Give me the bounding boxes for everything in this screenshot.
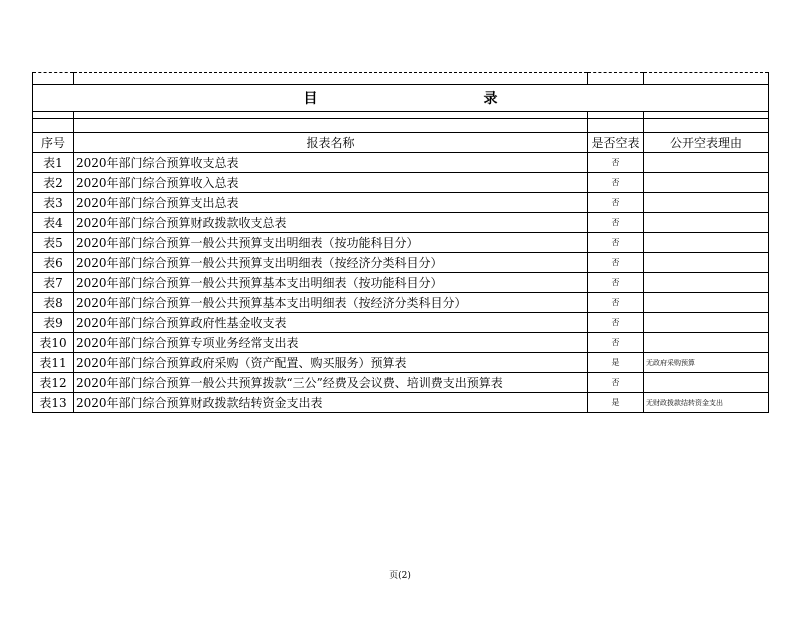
seq-cell: 表9 [33, 313, 74, 333]
report-name-cell: 2020年部门综合预算专项业务经常支出表 [74, 333, 588, 353]
seq-cell: 表3 [33, 193, 74, 213]
toc-table [32, 72, 769, 413]
table-row [33, 353, 769, 373]
table-row [33, 153, 769, 173]
seq-cell: 表2 [33, 173, 74, 193]
blank-cell [33, 73, 74, 85]
report-name-cell: 2020年部门综合预算一般公共预算支出明细表（按功能科目分） [74, 233, 588, 253]
blank-cell [588, 73, 644, 85]
reason-cell [644, 313, 769, 333]
page-title [33, 85, 769, 112]
table-row [33, 373, 769, 393]
header-name: 报表名称 [74, 133, 588, 153]
blank-cell [33, 119, 74, 133]
report-name-cell: 2020年部门综合预算政府采购（资产配置、购买服务）预算表 [74, 353, 588, 373]
report-name-cell: 2020年部门综合预算一般公共预算基本支出明细表（按功能科目分） [74, 273, 588, 293]
header-empty: 是否空表 [588, 133, 644, 153]
reason-cell [644, 193, 769, 213]
reason-cell [644, 173, 769, 193]
empty-flag-cell: 否 [588, 213, 644, 233]
report-name-cell: 2020年部门综合预算一般公共预算基本支出明细表（按经济分类科目分） [74, 293, 588, 313]
empty-flag-cell: 否 [588, 253, 644, 273]
empty-flag-cell: 否 [588, 273, 644, 293]
empty-flag-cell: 否 [588, 373, 644, 393]
report-name-cell: 2020年部门综合预算财政拨款收支总表 [74, 213, 588, 233]
blank-row [33, 119, 769, 133]
seq-cell: 表12 [33, 373, 74, 393]
empty-flag-cell: 否 [588, 153, 644, 173]
blank-row [33, 112, 769, 119]
table-row [33, 313, 769, 333]
empty-flag-cell: 是 [588, 393, 644, 413]
seq-cell: 表1 [33, 153, 74, 173]
seq-cell: 表8 [33, 293, 74, 313]
seq-cell: 表5 [33, 233, 74, 253]
seq-cell: 表13 [33, 393, 74, 413]
table-row [33, 393, 769, 413]
reason-cell [644, 273, 769, 293]
header-reason: 公开空表理由 [644, 133, 769, 153]
table-row [33, 193, 769, 213]
seq-cell: 表11 [33, 353, 74, 373]
report-name-cell: 2020年部门综合预算一般公共预算支出明细表（按经济分类科目分） [74, 253, 588, 273]
blank-cell [588, 112, 644, 119]
table-row [33, 253, 769, 273]
blank-cell [74, 119, 588, 133]
empty-flag-cell: 否 [588, 293, 644, 313]
blank-cell [74, 112, 588, 119]
reason-cell [644, 233, 769, 253]
title-row [33, 85, 769, 112]
title-left: 目 [303, 91, 318, 107]
report-name-cell: 2020年部门综合预算一般公共预算拨款“三公”经费及会议费、培训费支出预算表 [74, 373, 588, 393]
empty-flag-cell: 否 [588, 193, 644, 213]
header-seq: 序号 [33, 133, 74, 153]
page-number: 页(2) [389, 571, 411, 581]
reason-cell [644, 293, 769, 313]
table-row [33, 333, 769, 353]
reason-cell [644, 373, 769, 393]
seq-cell: 表4 [33, 213, 74, 233]
blank-cell [644, 73, 769, 85]
report-name-cell: 2020年部门综合预算收入总表 [74, 173, 588, 193]
table-row [33, 293, 769, 313]
title-right: 录 [483, 91, 498, 107]
seq-cell: 表7 [33, 273, 74, 293]
reason-cell [644, 153, 769, 173]
empty-flag-cell: 否 [588, 333, 644, 353]
report-name-cell: 2020年部门综合预算收支总表 [74, 153, 588, 173]
reason-cell: 无政府采购预算 [644, 353, 769, 373]
seq-cell: 表10 [33, 333, 74, 353]
reason-cell [644, 213, 769, 233]
report-name-cell: 2020年部门综合预算财政拨款结转资金支出表 [74, 393, 588, 413]
reason-cell [644, 253, 769, 273]
reason-cell [644, 333, 769, 353]
blank-cell [644, 119, 769, 133]
empty-flag-cell: 否 [588, 313, 644, 333]
header-row [33, 133, 769, 153]
blank-cell [74, 73, 588, 85]
table-row [33, 173, 769, 193]
seq-cell: 表6 [33, 253, 74, 273]
table-row [33, 233, 769, 253]
table-row [33, 273, 769, 293]
reason-cell: 无财政拨款结转资金支出 [644, 393, 769, 413]
blank-cell [588, 119, 644, 133]
empty-flag-cell: 否 [588, 233, 644, 253]
empty-flag-cell: 是 [588, 353, 644, 373]
report-name-cell: 2020年部门综合预算政府性基金收支表 [74, 313, 588, 333]
blank-cell [33, 112, 74, 119]
empty-flag-cell: 否 [588, 173, 644, 193]
blank-row [33, 73, 769, 85]
report-name-cell: 2020年部门综合预算支出总表 [74, 193, 588, 213]
table-row [33, 213, 769, 233]
blank-cell [644, 112, 769, 119]
